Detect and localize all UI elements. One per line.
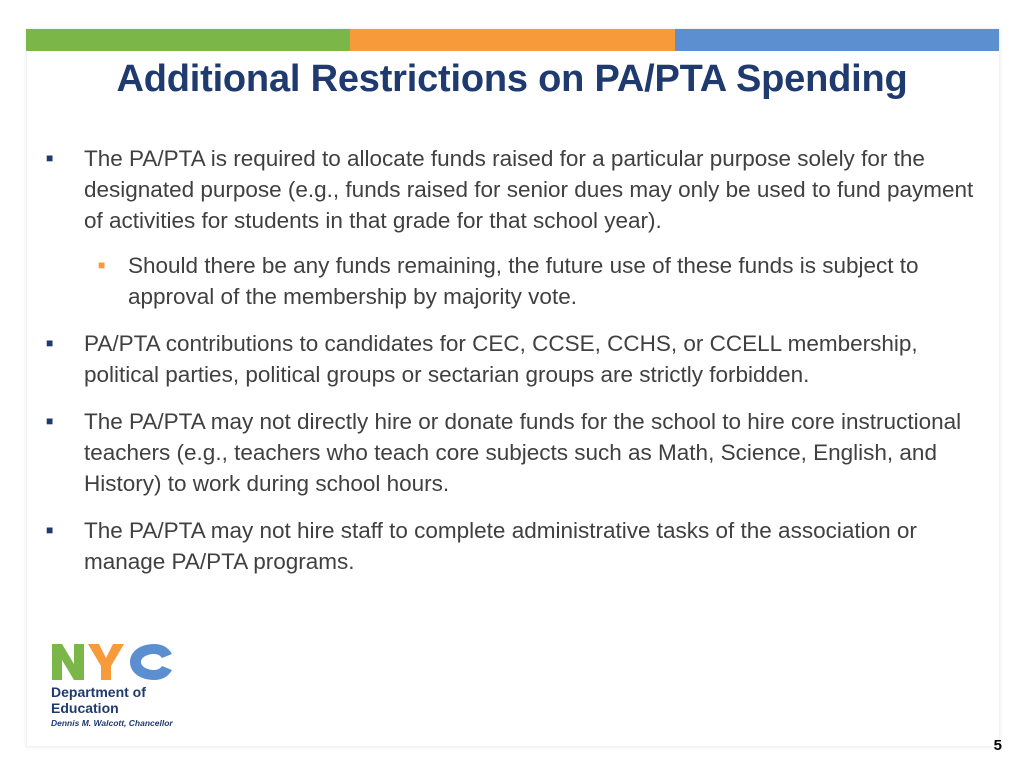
sub-bullet-item [46, 250, 976, 312]
square-bullet-icon: ■ [46, 336, 54, 350]
bullet-text: PA/PTA contributions to candidates for CEC, CCSE, CCHS, or CCELL membership, political parties, political groups or sectarian groups are strictly forbidden. [84, 331, 918, 387]
bullet-text: The PA/PTA may not hire staff to complete administrative tasks of the association or manage PA/PTA programs. [84, 518, 917, 574]
bullet-item [46, 143, 976, 236]
logo-chancellor-text: Dennis M. Walcott, Chancellor [51, 718, 173, 728]
nyc-logo-icon [50, 642, 178, 682]
bullet-item [46, 406, 976, 499]
nyc-doe-logo [50, 642, 180, 732]
top-bar-blue [675, 29, 999, 51]
sub-bullet-text: Should there be any funds remaining, the future use of these funds is subject to approval of the membership by majority vote. [128, 253, 919, 309]
logo-department-text: Department of [51, 684, 146, 700]
bullet-text: The PA/PTA may not directly hire or donate funds for the school to hire core instructional teachers (e.g., teachers who teach core subjects such as Math, Science, English, and History) to work during school hours. [84, 409, 962, 496]
bullet-text: The PA/PTA is required to allocate funds raised for a particular purpose solely for the designated purpose (e.g., funds raised for senior dues may only be used to fund payment of activities for students in that grade for that school year). [84, 146, 974, 233]
square-sub-bullet-icon: ■ [98, 258, 106, 272]
bullet-item [46, 328, 976, 390]
square-bullet-icon: ■ [46, 151, 54, 165]
top-color-bar [26, 29, 999, 51]
bullet-list [46, 143, 976, 593]
top-bar-orange [350, 29, 674, 51]
logo-education-text: Education [51, 700, 119, 716]
page-number: 5 [993, 737, 1002, 754]
top-bar-green [26, 29, 350, 51]
square-bullet-icon: ■ [46, 523, 54, 537]
slide-title: Additional Restrictions on PA/PTA Spending [116, 58, 908, 100]
square-bullet-icon: ■ [46, 414, 54, 428]
bullet-item [46, 515, 976, 577]
